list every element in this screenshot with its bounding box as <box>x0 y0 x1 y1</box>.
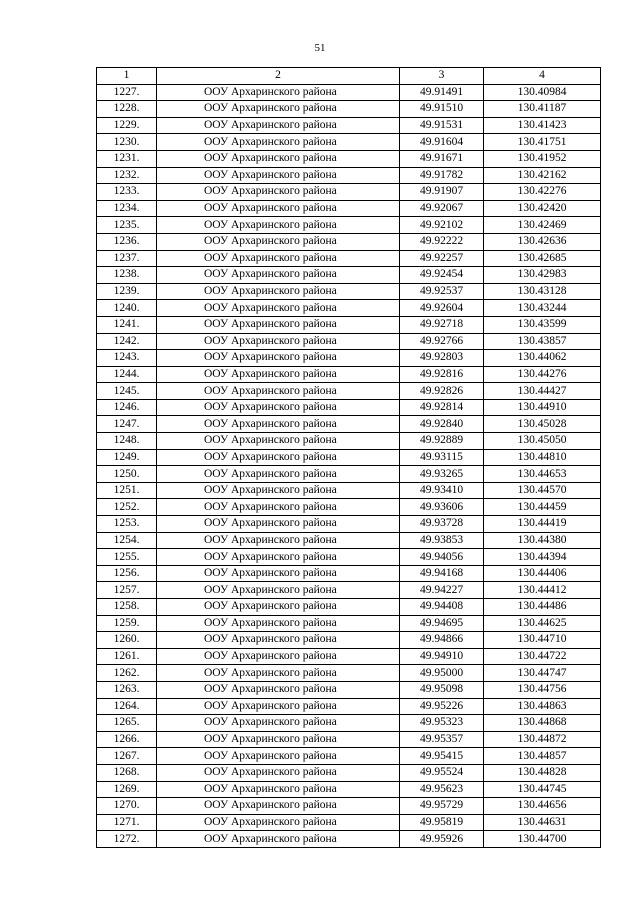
latitude-cell: 49.93853 <box>400 532 484 549</box>
territory-cell: ООУ Архаринского района <box>157 366 400 383</box>
table-row <box>97 582 601 599</box>
latitude-cell: 49.91907 <box>400 184 484 201</box>
territory-cell: ООУ Архаринского района <box>157 184 400 201</box>
latitude-cell: 49.94866 <box>400 632 484 649</box>
territory-cell: ООУ Архаринского района <box>157 150 400 167</box>
table-row <box>97 731 601 748</box>
row-number-cell: 1242. <box>97 333 157 350</box>
latitude-cell: 49.92718 <box>400 316 484 333</box>
territory-cell: ООУ Архаринского района <box>157 831 400 848</box>
latitude-cell: 49.94056 <box>400 549 484 566</box>
territory-cell: ООУ Архаринского района <box>157 532 400 549</box>
territory-cell: ООУ Архаринского района <box>157 167 400 184</box>
row-number-cell: 1247. <box>97 416 157 433</box>
territory-cell: ООУ Архаринского района <box>157 499 400 516</box>
table-row <box>97 300 601 317</box>
territory-cell: ООУ Архаринского района <box>157 200 400 217</box>
row-number-cell: 1231. <box>97 150 157 167</box>
longitude-cell: 130.43599 <box>484 316 601 333</box>
latitude-cell: 49.92840 <box>400 416 484 433</box>
longitude-cell: 130.44406 <box>484 565 601 582</box>
longitude-cell: 130.44756 <box>484 681 601 698</box>
latitude-cell: 49.92814 <box>400 399 484 416</box>
table-row <box>97 698 601 715</box>
row-number-cell: 1243. <box>97 350 157 367</box>
longitude-cell: 130.44868 <box>484 715 601 732</box>
row-number-cell: 1241. <box>97 316 157 333</box>
column-header-2: 2 <box>157 68 400 85</box>
column-header-3: 3 <box>400 68 484 85</box>
latitude-cell: 49.93265 <box>400 466 484 483</box>
table-row <box>97 250 601 267</box>
row-number-cell: 1266. <box>97 731 157 748</box>
latitude-cell: 49.94227 <box>400 582 484 599</box>
territory-cell: ООУ Архаринского района <box>157 632 400 649</box>
table-row <box>97 383 601 400</box>
territory-cell: ООУ Архаринского района <box>157 565 400 582</box>
territory-cell: ООУ Архаринского района <box>157 449 400 466</box>
longitude-cell: 130.44857 <box>484 748 601 765</box>
territory-cell: ООУ Архаринского района <box>157 217 400 234</box>
territory-cell: ООУ Архаринского района <box>157 117 400 134</box>
coordinates-table <box>96 67 601 848</box>
territory-cell: ООУ Архаринского района <box>157 516 400 533</box>
table-row <box>97 615 601 632</box>
row-number-cell: 1239. <box>97 283 157 300</box>
latitude-cell: 49.95323 <box>400 715 484 732</box>
row-number-cell: 1236. <box>97 233 157 250</box>
row-number-cell: 1244. <box>97 366 157 383</box>
row-number-cell: 1229. <box>97 117 157 134</box>
longitude-cell: 130.44486 <box>484 599 601 616</box>
table-row <box>97 84 601 101</box>
territory-cell: ООУ Архаринского района <box>157 250 400 267</box>
territory-cell: ООУ Архаринского района <box>157 433 400 450</box>
longitude-cell: 130.44745 <box>484 781 601 798</box>
row-number-cell: 1269. <box>97 781 157 798</box>
table-row <box>97 433 601 450</box>
latitude-cell: 49.94910 <box>400 648 484 665</box>
row-number-cell: 1234. <box>97 200 157 217</box>
table-row <box>97 466 601 483</box>
row-number-cell: 1264. <box>97 698 157 715</box>
row-number-cell: 1271. <box>97 814 157 831</box>
longitude-cell: 130.40984 <box>484 84 601 101</box>
longitude-cell: 130.42162 <box>484 167 601 184</box>
table-row <box>97 283 601 300</box>
table-row <box>97 831 601 848</box>
latitude-cell: 49.94408 <box>400 599 484 616</box>
longitude-cell: 130.44656 <box>484 798 601 815</box>
territory-cell: ООУ Архаринского района <box>157 549 400 566</box>
longitude-cell: 130.42469 <box>484 217 601 234</box>
row-number-cell: 1270. <box>97 798 157 815</box>
table-row <box>97 715 601 732</box>
table-row <box>97 748 601 765</box>
territory-cell: ООУ Архаринского района <box>157 101 400 118</box>
latitude-cell: 49.95357 <box>400 731 484 748</box>
longitude-cell: 130.41187 <box>484 101 601 118</box>
longitude-cell: 130.41423 <box>484 117 601 134</box>
territory-cell: ООУ Архаринского района <box>157 798 400 815</box>
longitude-cell: 130.41952 <box>484 150 601 167</box>
table-row <box>97 200 601 217</box>
longitude-cell: 130.44863 <box>484 698 601 715</box>
territory-cell: ООУ Архаринского района <box>157 764 400 781</box>
table-row <box>97 316 601 333</box>
latitude-cell: 49.93606 <box>400 499 484 516</box>
latitude-cell: 49.94168 <box>400 565 484 582</box>
latitude-cell: 49.92454 <box>400 267 484 284</box>
longitude-cell: 130.44570 <box>484 482 601 499</box>
longitude-cell: 130.42276 <box>484 184 601 201</box>
row-number-cell: 1228. <box>97 101 157 118</box>
table-row <box>97 217 601 234</box>
latitude-cell: 49.92067 <box>400 200 484 217</box>
row-number-cell: 1238. <box>97 267 157 284</box>
latitude-cell: 49.95000 <box>400 665 484 682</box>
territory-cell: ООУ Архаринского района <box>157 648 400 665</box>
row-number-cell: 1233. <box>97 184 157 201</box>
row-number-cell: 1240. <box>97 300 157 317</box>
row-number-cell: 1263. <box>97 681 157 698</box>
longitude-cell: 130.44910 <box>484 399 601 416</box>
latitude-cell: 49.92222 <box>400 233 484 250</box>
column-header-1: 1 <box>97 68 157 85</box>
longitude-cell: 130.44625 <box>484 615 601 632</box>
longitude-cell: 130.42420 <box>484 200 601 217</box>
table-row <box>97 665 601 682</box>
territory-cell: ООУ Архаринского района <box>157 599 400 616</box>
row-number-cell: 1235. <box>97 217 157 234</box>
territory-cell: ООУ Архаринского района <box>157 399 400 416</box>
longitude-cell: 130.44710 <box>484 632 601 649</box>
row-number-cell: 1260. <box>97 632 157 649</box>
longitude-cell: 130.42983 <box>484 267 601 284</box>
longitude-cell: 130.43128 <box>484 283 601 300</box>
row-number-cell: 1265. <box>97 715 157 732</box>
table-row <box>97 101 601 118</box>
longitude-cell: 130.44810 <box>484 449 601 466</box>
latitude-cell: 49.93728 <box>400 516 484 533</box>
territory-cell: ООУ Архаринского района <box>157 333 400 350</box>
latitude-cell: 49.92766 <box>400 333 484 350</box>
territory-cell: ООУ Архаринского района <box>157 416 400 433</box>
latitude-cell: 49.91604 <box>400 134 484 151</box>
longitude-cell: 130.44380 <box>484 532 601 549</box>
longitude-cell: 130.44747 <box>484 665 601 682</box>
row-number-cell: 1255. <box>97 549 157 566</box>
territory-cell: ООУ Архаринского района <box>157 267 400 284</box>
longitude-cell: 130.44062 <box>484 350 601 367</box>
row-number-cell: 1249. <box>97 449 157 466</box>
latitude-cell: 49.95415 <box>400 748 484 765</box>
territory-cell: ООУ Архаринского района <box>157 582 400 599</box>
territory-cell: ООУ Архаринского района <box>157 715 400 732</box>
table-row <box>97 764 601 781</box>
row-number-cell: 1267. <box>97 748 157 765</box>
latitude-cell: 49.95623 <box>400 781 484 798</box>
territory-cell: ООУ Архаринского района <box>157 665 400 682</box>
latitude-cell: 49.92826 <box>400 383 484 400</box>
row-number-cell: 1252. <box>97 499 157 516</box>
table-row <box>97 532 601 549</box>
table-row <box>97 681 601 698</box>
row-number-cell: 1232. <box>97 167 157 184</box>
latitude-cell: 49.95729 <box>400 798 484 815</box>
territory-cell: ООУ Архаринского района <box>157 482 400 499</box>
row-number-cell: 1251. <box>97 482 157 499</box>
row-number-cell: 1272. <box>97 831 157 848</box>
row-number-cell: 1257. <box>97 582 157 599</box>
latitude-cell: 49.91531 <box>400 117 484 134</box>
longitude-cell: 130.44872 <box>484 731 601 748</box>
table-body <box>97 84 601 847</box>
territory-cell: ООУ Архаринского района <box>157 814 400 831</box>
table-row <box>97 632 601 649</box>
territory-cell: ООУ Архаринского района <box>157 283 400 300</box>
latitude-cell: 49.91510 <box>400 101 484 118</box>
latitude-cell: 49.92604 <box>400 300 484 317</box>
longitude-cell: 130.44419 <box>484 516 601 533</box>
territory-cell: ООУ Архаринского района <box>157 748 400 765</box>
row-number-cell: 1227. <box>97 84 157 101</box>
territory-cell: ООУ Архаринского района <box>157 316 400 333</box>
longitude-cell: 130.43857 <box>484 333 601 350</box>
table-row <box>97 781 601 798</box>
longitude-cell: 130.43244 <box>484 300 601 317</box>
row-number-cell: 1262. <box>97 665 157 682</box>
row-number-cell: 1253. <box>97 516 157 533</box>
latitude-cell: 49.95098 <box>400 681 484 698</box>
latitude-cell: 49.92803 <box>400 350 484 367</box>
longitude-cell: 130.44653 <box>484 466 601 483</box>
table-row <box>97 366 601 383</box>
longitude-cell: 130.41751 <box>484 134 601 151</box>
longitude-cell: 130.44828 <box>484 764 601 781</box>
territory-cell: ООУ Архаринского района <box>157 466 400 483</box>
latitude-cell: 49.91671 <box>400 150 484 167</box>
row-number-cell: 1268. <box>97 764 157 781</box>
latitude-cell: 49.92889 <box>400 433 484 450</box>
table-row <box>97 117 601 134</box>
row-number-cell: 1230. <box>97 134 157 151</box>
territory-cell: ООУ Архаринского района <box>157 134 400 151</box>
territory-cell: ООУ Архаринского района <box>157 233 400 250</box>
row-number-cell: 1246. <box>97 399 157 416</box>
longitude-cell: 130.44459 <box>484 499 601 516</box>
territory-cell: ООУ Архаринского района <box>157 350 400 367</box>
table-row <box>97 399 601 416</box>
table-row <box>97 648 601 665</box>
longitude-cell: 130.44427 <box>484 383 601 400</box>
table-row <box>97 499 601 516</box>
table-row <box>97 814 601 831</box>
latitude-cell: 49.93410 <box>400 482 484 499</box>
longitude-cell: 130.45028 <box>484 416 601 433</box>
latitude-cell: 49.95524 <box>400 764 484 781</box>
table-row <box>97 150 601 167</box>
table-row <box>97 184 601 201</box>
table-row <box>97 233 601 250</box>
table-row <box>97 516 601 533</box>
row-number-cell: 1254. <box>97 532 157 549</box>
longitude-cell: 130.44631 <box>484 814 601 831</box>
longitude-cell: 130.44722 <box>484 648 601 665</box>
territory-cell: ООУ Архаринского района <box>157 383 400 400</box>
longitude-cell: 130.45050 <box>484 433 601 450</box>
longitude-cell: 130.42636 <box>484 233 601 250</box>
longitude-cell: 130.44276 <box>484 366 601 383</box>
latitude-cell: 49.95226 <box>400 698 484 715</box>
territory-cell: ООУ Архаринского района <box>157 731 400 748</box>
table-row <box>97 416 601 433</box>
longitude-cell: 130.44412 <box>484 582 601 599</box>
table-row <box>97 167 601 184</box>
territory-cell: ООУ Архаринского района <box>157 615 400 632</box>
territory-cell: ООУ Архаринского района <box>157 300 400 317</box>
table-header-row <box>97 68 601 85</box>
territory-cell: ООУ Архаринского района <box>157 698 400 715</box>
latitude-cell: 49.93115 <box>400 449 484 466</box>
latitude-cell: 49.92102 <box>400 217 484 234</box>
latitude-cell: 49.92537 <box>400 283 484 300</box>
table-row <box>97 134 601 151</box>
table-row <box>97 449 601 466</box>
latitude-cell: 49.91491 <box>400 84 484 101</box>
row-number-cell: 1258. <box>97 599 157 616</box>
row-number-cell: 1245. <box>97 383 157 400</box>
row-number-cell: 1237. <box>97 250 157 267</box>
latitude-cell: 49.94695 <box>400 615 484 632</box>
table-row <box>97 565 601 582</box>
row-number-cell: 1248. <box>97 433 157 450</box>
territory-cell: ООУ Архаринского района <box>157 681 400 698</box>
table-row <box>97 798 601 815</box>
latitude-cell: 49.95926 <box>400 831 484 848</box>
longitude-cell: 130.44394 <box>484 549 601 566</box>
table-row <box>97 599 601 616</box>
latitude-cell: 49.92257 <box>400 250 484 267</box>
row-number-cell: 1250. <box>97 466 157 483</box>
row-number-cell: 1261. <box>97 648 157 665</box>
latitude-cell: 49.92816 <box>400 366 484 383</box>
territory-cell: ООУ Архаринского района <box>157 84 400 101</box>
table-row <box>97 267 601 284</box>
territory-cell: ООУ Архаринского района <box>157 781 400 798</box>
longitude-cell: 130.42685 <box>484 250 601 267</box>
table-row <box>97 350 601 367</box>
latitude-cell: 49.95819 <box>400 814 484 831</box>
table-row <box>97 549 601 566</box>
page-number: 51 <box>314 42 326 54</box>
table-row <box>97 333 601 350</box>
column-header-4: 4 <box>484 68 601 85</box>
table-row <box>97 482 601 499</box>
row-number-cell: 1256. <box>97 565 157 582</box>
longitude-cell: 130.44700 <box>484 831 601 848</box>
latitude-cell: 49.91782 <box>400 167 484 184</box>
row-number-cell: 1259. <box>97 615 157 632</box>
